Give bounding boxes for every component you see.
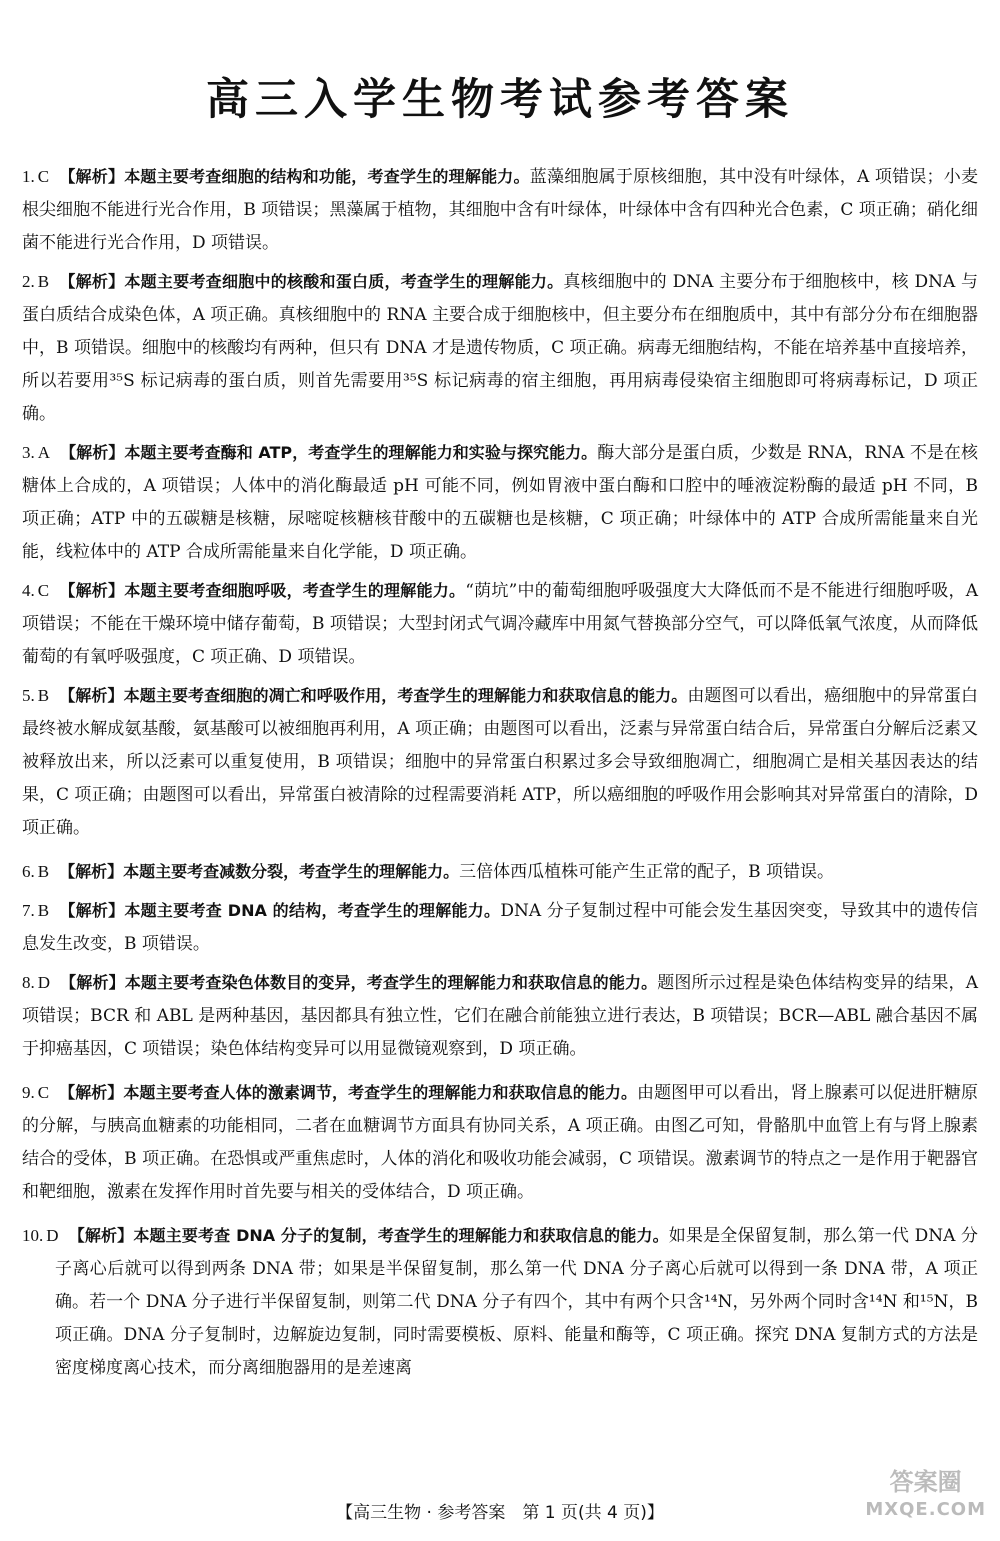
item-number: 4. — [22, 581, 35, 600]
item-answer: A — [37, 443, 51, 462]
item-answer: D — [46, 1226, 59, 1245]
item-answer: B — [37, 862, 50, 881]
item-answer: B — [37, 901, 50, 920]
item-tag: 【解析】 — [59, 272, 125, 291]
item-tag: 【解析】 — [59, 686, 124, 705]
item-body: 题图所示过程是染色体结构变异的结果，A 项错误；BCR 和 ABL 是两种基因，基因都具有独立性，它们在融合前能独立进行表达，B 项错误；BCR—ABL 融合基因不属于抑癌基因，C 项错误；染色体结构变异可以用显微镜观察到，D 项正确。 — [22, 973, 978, 1059]
item-answer: B — [37, 686, 50, 705]
answer-list — [22, 160, 978, 1395]
item-answer: C — [37, 1083, 50, 1102]
item-tag: 【解析】 — [59, 1083, 124, 1102]
item-body: “荫坑”中的葡萄细胞呼吸强度大大降低而不是不能进行细胞呼吸，A 项错误；不能在干燥环境中储存葡萄，B 项错误；大型封闭式气调冷藏库中用氮气替换部分空气，可以降低氧气浓度，从而降低葡萄的有氧呼吸强度，C 项正确、D 项错误。 — [22, 581, 978, 667]
answer-item — [22, 436, 978, 569]
item-summary: 本题主要考查 DNA 的结构，考查学生的理解能力。 — [124, 901, 501, 920]
answer-item — [22, 855, 978, 889]
item-summary: 本题主要考查细胞呼吸，考查学生的理解能力。 — [124, 581, 466, 600]
answer-item — [22, 1219, 978, 1385]
item-tag: 【解析】 — [59, 581, 125, 600]
item-tag: 【解析】 — [68, 1226, 134, 1245]
item-tag: 【解析】 — [60, 973, 125, 992]
answer-item — [22, 966, 978, 1066]
answer-item — [22, 679, 978, 845]
item-number: 6. — [22, 862, 35, 881]
answer-item — [22, 1076, 978, 1209]
item-number: 10. — [22, 1226, 44, 1245]
watermark-line2: MXQE.COM — [865, 1499, 986, 1520]
site-watermark — [865, 1468, 986, 1524]
item-number: 1. — [22, 167, 35, 186]
item-tag: 【解析】 — [59, 901, 125, 920]
item-tag: 【解析】 — [60, 443, 125, 462]
item-number: 3. — [22, 443, 35, 462]
item-summary: 本题主要考查 DNA 分子的复制，考查学生的理解能力和获取信息的能力。 — [133, 1226, 669, 1245]
item-body: 真核细胞中的 DNA 主要分布于细胞核中，核 DNA 与蛋白质结合成染色体，A 项正确。真核细胞中的 RNA 主要合成于细胞核中，但主要分布在细胞质中，其中有部分分布在细胞器中，B 项错误。细胞中的核酸均有两种，但只有 DNA 才是遗传物质，C 项正确。病毒无细胞结构，不能在培养基中直接培养，所以若要用³⁵S 标记病毒的蛋白质，则首先需要用³⁵S 标记病毒的宿主细胞，再用病毒侵染宿主细胞即可将病毒标记，D 项正确。 — [22, 272, 978, 424]
answer-item — [22, 894, 978, 961]
item-number: 8. — [22, 973, 35, 992]
item-body: 由题图甲可以看出，肾上腺素可以促进肝糖原的分解，与胰高血糖素的功能相同，二者在血糖调节方面具有协同关系，A 项正确。由图乙可知，骨骼肌中血管上有与肾上腺素结合的受体，B 项正确。在恐惧或严重焦虑时，人体的消化和吸收功能会减弱，C 项错误。激素调节的特点之一是作用于靶器官和靶细胞，激素在发挥作用时首先要与相关的受体结合，D 项正确。 — [22, 1083, 978, 1202]
answer-item — [22, 160, 978, 260]
item-answer: B — [37, 272, 50, 291]
item-number: 7. — [22, 901, 35, 920]
item-body: 三倍体西瓜植株可能产生正常的配子，B 项错误。 — [459, 862, 835, 882]
item-body: 酶大部分是蛋白质，少数是 RNA，RNA 不是在核糖体上合成的，A 项错误；人体中的消化酶最适 pH 可能不同，例如胃液中蛋白酶和口腔中的唾液淀粉酶的最适 pH 不同，B 项正确；ATP 中的五碳糖是核糖，尿嘧啶核糖核苷酸中的五碳糖也是核糖，C 项正确；叶绿体中的 ATP 合成所需能量来自光能，线粒体中的 ATP 合成所需能量来自化学能，D 项正确。 — [22, 443, 978, 562]
item-summary: 本题主要考查人体的激素调节，考查学生的理解能力和获取信息的能力。 — [123, 1083, 638, 1102]
item-answer: D — [37, 973, 51, 992]
item-summary: 本题主要考查细胞中的核酸和蛋白质，考查学生的理解能力。 — [124, 272, 564, 291]
item-answer: C — [37, 581, 50, 600]
item-body: 蓝藻细胞属于原核细胞，其中没有叶绿体，A 项错误；小麦根尖细胞不能进行光合作用，B 项错误；黑藻属于植物，其细胞中含有叶绿体，叶绿体中含有四种光合色素，C 项正确；硝化细菌不能进行光合作用，D 项错误。 — [22, 167, 978, 253]
item-summary: 本题主要考查减数分裂，考查学生的理解能力。 — [123, 862, 460, 881]
item-summary: 本题主要考查细胞的凋亡和呼吸作用，考查学生的理解能力和获取信息的能力。 — [123, 686, 688, 705]
item-summary: 本题主要考查染色体数目的变异，考查学生的理解能力和获取信息的能力。 — [124, 973, 658, 992]
item-tag: 【解析】 — [59, 862, 124, 881]
page-title: 高三入学生物考试参考答案 — [206, 75, 794, 125]
item-summary: 本题主要考查酶和 ATP，考查学生的理解能力和实验与探究能力。 — [124, 443, 598, 462]
item-summary: 本题主要考查细胞的结构和功能，考查学生的理解能力。 — [124, 167, 530, 186]
page-footer: 【高三生物 · 参考答案 第 1 页(共 4 页)】 — [336, 1503, 664, 1523]
item-body: 如果是全保留复制，那么第一代 DNA 分子离心后就可以得到两条 DNA 带；如果是半保留复制，那么第一代 DNA 分子离心后就可以得到一条 DNA 带，A 项正确。若一个 DNA 分子进行半保留复制，则第二代 DNA 分子有四个，其中有两个只含¹⁴N，另外两个同时含¹⁴N 和¹⁵N，B 项正确。DNA 分子复制时，边解旋边复制，同时需要模板、原料、能量和酶等，C 项正确。探究 DNA 复制方式的方法是密度梯度离心技术，而分离细胞器用的是差速离 — [55, 1226, 978, 1378]
item-tag: 【解析】 — [59, 167, 125, 186]
item-number: 9. — [22, 1083, 35, 1102]
answer-item — [22, 265, 978, 431]
item-number: 2. — [22, 272, 35, 291]
watermark-line1: 答案圈 — [889, 1468, 962, 1496]
item-number: 5. — [22, 686, 35, 705]
answer-item — [22, 574, 978, 674]
item-answer: C — [37, 167, 50, 186]
item-body: 由题图可以看出，癌细胞中的异常蛋白最终被水解成氨基酸，氨基酸可以被细胞再利用，A 项正确；由题图可以看出，泛素与异常蛋白结合后，异常蛋白分解后泛素又被释放出来，所以泛素可以重复使用，B 项错误；细胞中的异常蛋白积累过多会导致细胞凋亡，细胞凋亡是相关基因表达的结果，C 项正确；由题图可以看出，异常蛋白被清除的过程需要消耗 ATP，所以癌细胞的呼吸作用会影响其对异常蛋白的清除，D 项正确。 — [22, 686, 978, 838]
item-body: DNA 分子复制过程中可能会发生基因突变，导致其中的遗传信息发生改变，B 项错误。 — [22, 901, 979, 954]
